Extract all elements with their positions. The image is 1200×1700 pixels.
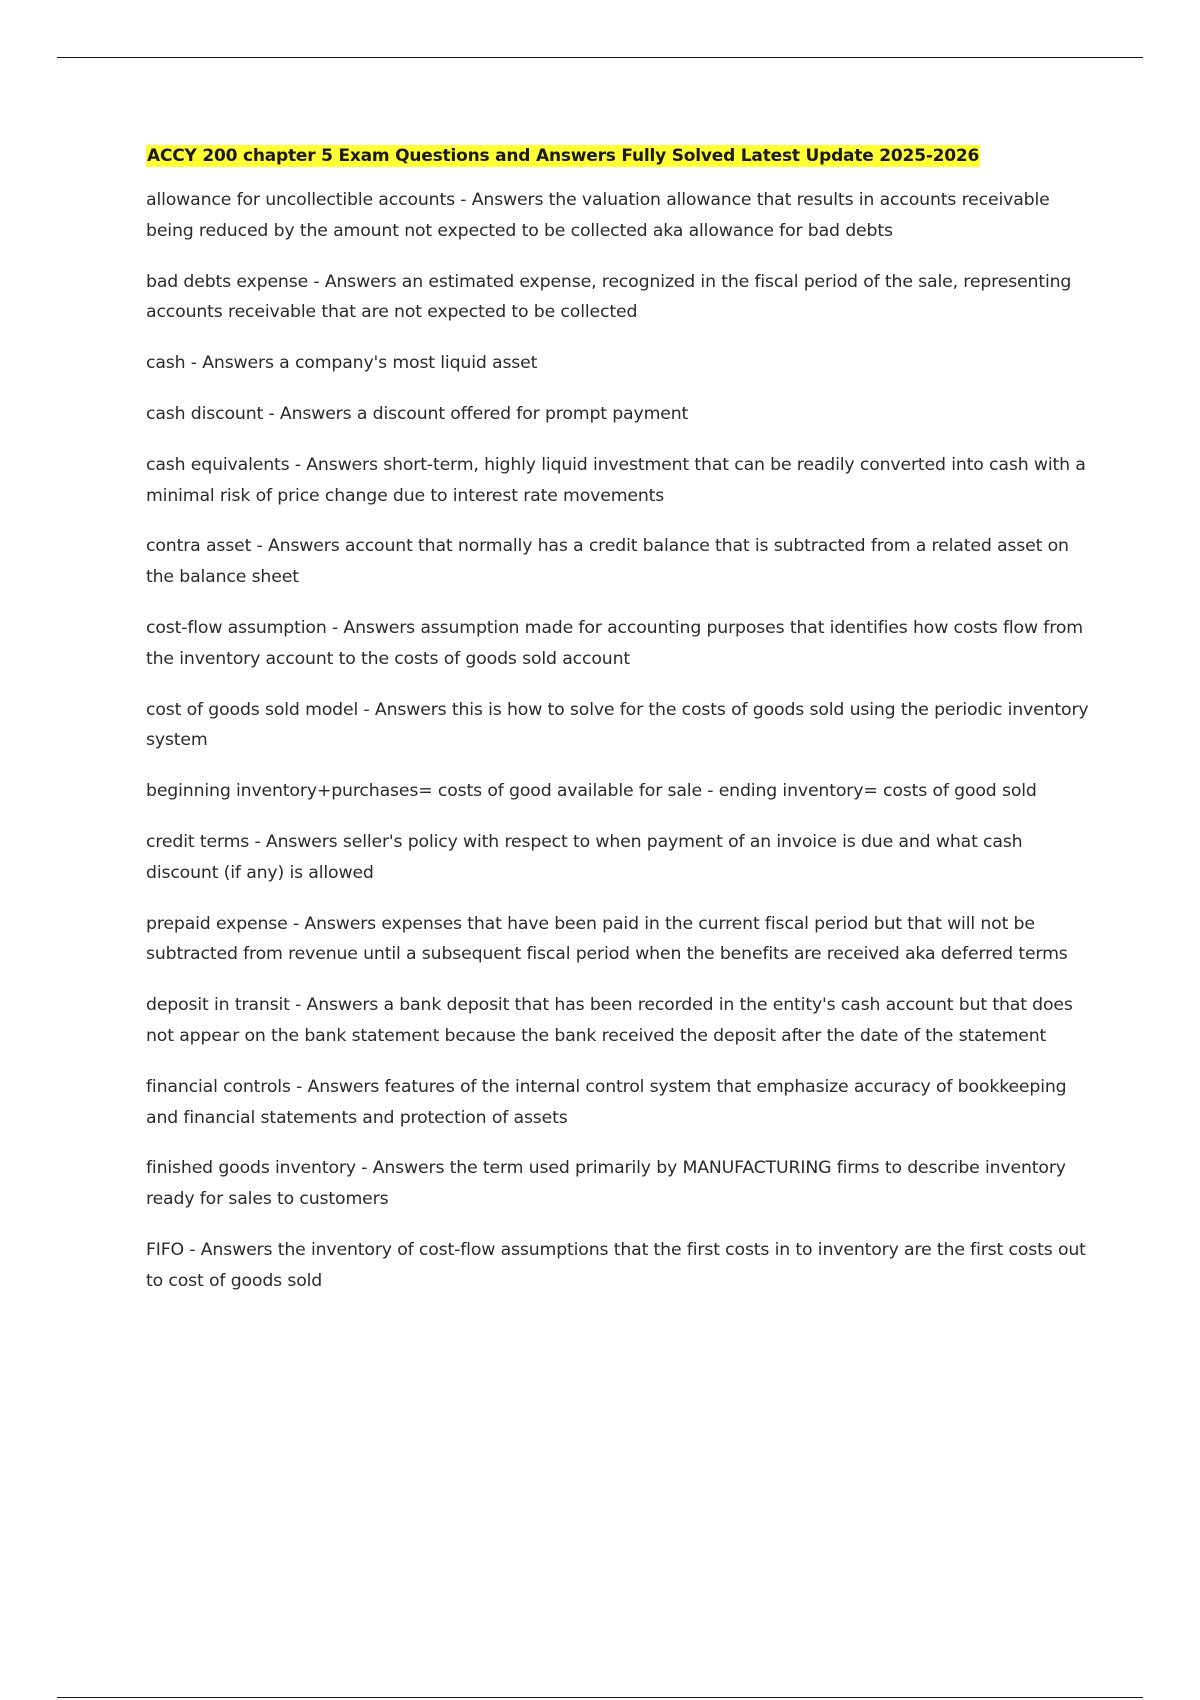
qa-entry [146, 1153, 1090, 1215]
qa-text: credit terms - Answers seller's policy with respect to when payment of an invoice is due and what cash discount (if any) is allowed [146, 831, 1028, 883]
qa-entry [146, 776, 1090, 807]
qa-entry [146, 185, 1090, 247]
qa-text: cash equivalents - Answers short-term, highly liquid investment that can be readily converted into cash with a minimal risk of price change due to interest rate movements [146, 454, 1092, 506]
qa-entry [146, 827, 1090, 889]
top-rule [57, 57, 1143, 58]
qa-entry [146, 1072, 1090, 1134]
qa-text: deposit in transit - Answers a bank deposit that has been recorded in the entity's cash account but that does not appear on the bank statement because the bank received the deposit after the date of the statement [146, 995, 1079, 1046]
qa-text: finished goods inventory - Answers the term used primarily by MANUFACTURING firms to describe inventory ready for sales to customers [146, 1158, 1072, 1210]
qa-text: allowance for uncollectible accounts - Answers the valuation allowance that results in accounts receivable being reduced by the amount not expected to be collected aka allowance for bad debts [146, 190, 1055, 241]
qa-entry [146, 450, 1090, 512]
qa-entry [146, 613, 1090, 675]
qa-text: bad debts expense - Answers an estimated expense, recognized in the fiscal period of the sale, representing accounts receivable that are not expected to be collected [146, 271, 1077, 323]
qa-entry [146, 348, 1090, 379]
qa-entry [146, 1235, 1090, 1297]
qa-entry [146, 909, 1090, 971]
qa-text: cost-flow assumption - Answers assumption made for accounting purposes that identifies how costs flow from the inventory account to the costs of goods sold account [146, 617, 1089, 669]
qa-text: beginning inventory+purchases= costs of good available for sale - ending inventory= costs of good sold [146, 781, 1037, 802]
qa-text: cash discount - Answers a discount offered for prompt payment [146, 403, 689, 424]
qa-entry [146, 267, 1090, 329]
qa-text: financial controls - Answers features of the internal control system that emphasize accuracy of bookkeeping and financial statements and protection of assets [146, 1076, 1072, 1128]
qa-text: prepaid expense - Answers expenses that have been paid in the current fiscal period but that will not be subtracted from revenue until a subsequent fiscal period when the benefits are received aka deferred terms [146, 913, 1068, 965]
qa-text: FIFO - Answers the inventory of cost-flow assumptions that the first costs in to inventory are the first costs out to cost of goods sold [146, 1239, 1092, 1291]
qa-text: cost of goods sold model - Answers this is how to solve for the costs of goods sold using the periodic inventory system [146, 699, 1094, 751]
document-body [146, 145, 1094, 1317]
qa-text: cash - Answers a company's most liquid asset [146, 353, 538, 374]
bottom-rule [57, 1697, 1143, 1698]
document-title: ACCY 200 chapter 5 Exam Questions and Answers Fully Solved Latest Update 2025-2026 [147, 146, 980, 166]
qa-entry [146, 695, 1094, 757]
qa-text: contra asset - Answers account that normally has a credit balance that is subtracted from a related asset on the balance sheet [146, 536, 1075, 588]
qa-entry [146, 399, 1090, 430]
qa-entry [146, 531, 1090, 593]
qa-entry [146, 990, 1090, 1052]
